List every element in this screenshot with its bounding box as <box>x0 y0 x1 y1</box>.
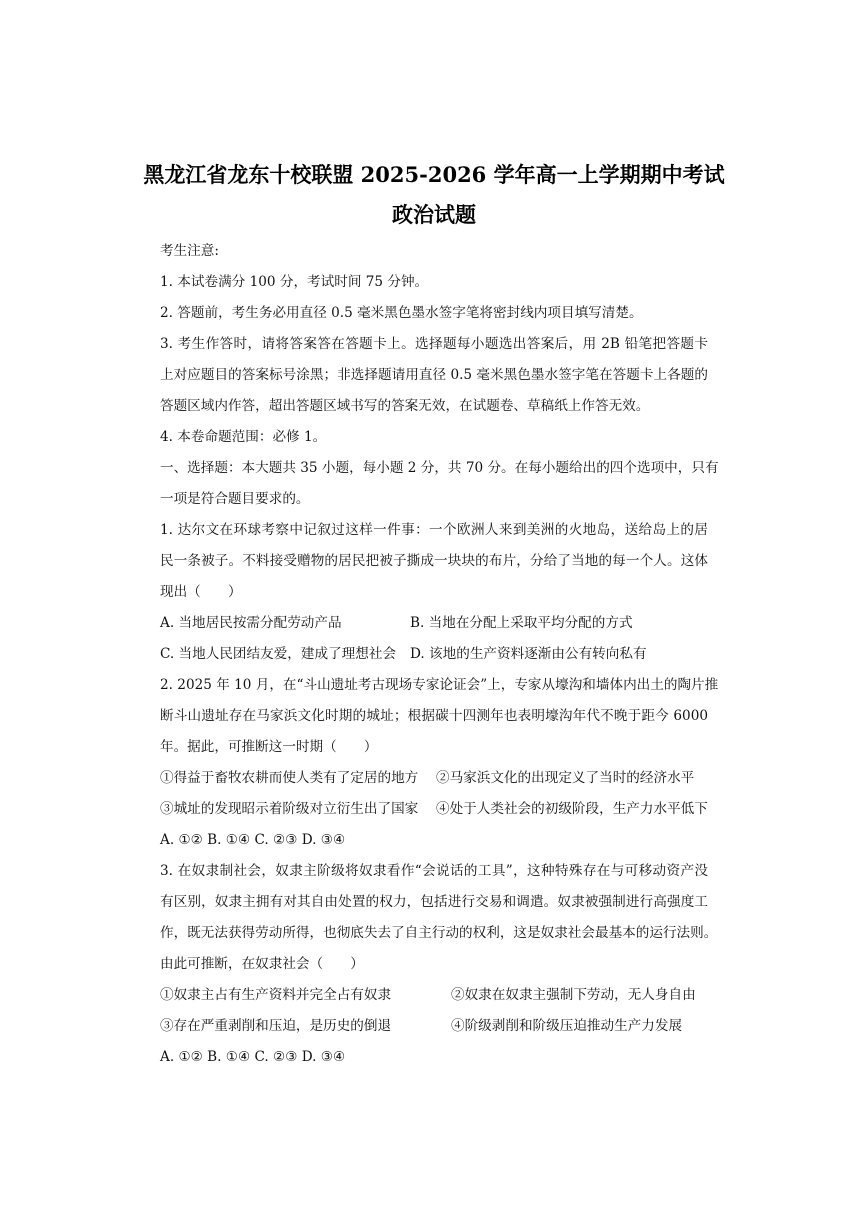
question-3-stem: 3. 在奴隶制社会，奴隶主阶级将奴隶看作“会说话的工具”，这种特殊存在与可移动资产没 <box>160 863 708 879</box>
question-2-statement-4: ④处于人类社会的初级阶段，生产力水平低下 <box>436 801 708 817</box>
notice-item: 2. 答题前，考生务必用直径 0.5 毫米黑色墨水签字笔将密封线内项目填写清楚。 <box>160 305 643 321</box>
notice-item-cont: 上对应题目的答案标号涂黑；非选择题请用直径 0.5 毫米黑色墨水签字笔在答题卡上各题的 <box>160 367 708 383</box>
question-3-answers: A. ①② B. ①④ C. ②③ D. ③④ <box>160 1049 346 1065</box>
question-2-stem: 2. 2025 年 10 月，在“斗山遗址考古现场专家论证会”上，专家从壕沟和墙体内出土的陶片推 <box>160 677 719 693</box>
notice-item: 3. 考生作答时，请将答案答在答题卡上。选择题每小题选出答案后，用 2B 铅笔把答题卡 <box>160 336 708 352</box>
question-3-statement-1: ①奴隶主占有生产资料并完全占有奴隶 <box>160 987 392 1003</box>
question-3-stem: 作，既无法获得劳动所得，也彻底失去了自主行动的权利，这是奴隶社会最基本的运行法则。 <box>160 925 718 941</box>
question-1-option-c: C. 当地人民团结友爱，建成了理想社会 <box>160 646 397 662</box>
question-1-stem: 现出（ ） <box>160 584 242 600</box>
question-1-stem: 1. 达尔文在环球考察中记叙过这样一件事：一个欧洲人来到美洲的火地岛，送给岛上的居 <box>160 522 708 538</box>
exam-title: 黑龙江省龙东十校联盟 2025-2026 学年高一上学期期中考试 <box>143 162 725 187</box>
question-1-option-d: D. 该地的生产资料逐渐由公有转向私有 <box>410 646 647 662</box>
notice-item-cont: 答题区域内作答，超出答题区域书写的答案无效，在试题卷、草稿纸上作答无效。 <box>160 398 650 414</box>
question-3-stem: 由此可推断，在奴隶社会（ ） <box>160 956 364 972</box>
question-3-statement-2: ②奴隶在奴隶主强制下劳动，无人身自由 <box>451 987 696 1003</box>
notice-item: 1. 本试卷满分 100 分，考试时间 75 分钟。 <box>160 274 429 290</box>
question-2-statement-2: ②马家浜文化的出现定义了当时的经济水平 <box>436 770 695 786</box>
question-2-stem: 年。据此，可推断这一时期（ ） <box>160 739 378 755</box>
question-1-option-b: B. 当地在分配上采取平均分配的方式 <box>410 615 633 631</box>
notice-item: 4. 本卷命题范围：必修 1。 <box>160 429 327 445</box>
section-heading-cont: 一项是符合题目要求的。 <box>160 491 310 507</box>
question-2-stem: 断斗山遗址存在马家浜文化时期的城址；根据碳十四测年也表明壕沟年代不晚于距今 6000 <box>160 708 708 724</box>
question-2-statement-1: ①得益于畜牧农耕而使人类有了定居的地方 <box>160 770 419 786</box>
question-2-answers: A. ①② B. ①④ C. ②③ D. ③④ <box>160 832 346 848</box>
question-2-statement-3: ③城址的发现昭示着阶级对立衍生出了国家 <box>160 801 419 817</box>
question-3-statement-4: ④阶级剥削和阶级压迫推动生产力发展 <box>451 1018 683 1034</box>
exam-subject: 政治试题 <box>392 202 476 227</box>
question-1-option-a: A. 当地居民按需分配劳动产品 <box>160 615 342 631</box>
question-3-stem: 有区别，奴隶主拥有对其自由处置的权力，包括进行交易和调遣。奴隶被强制进行高强度工 <box>160 894 708 910</box>
question-3-statement-3: ③存在严重剥削和压迫，是历史的倒退 <box>160 1018 392 1034</box>
section-heading: 一、选择题：本大题共 35 小题，每小题 2 分，共 70 分。在每小题给出的四个选项中，只有 <box>160 460 719 476</box>
notice-heading: 考生注意: <box>160 243 219 259</box>
question-1-stem: 民一条被子。不料接受赠物的居民把被子撕成一块块的布片，分给了当地的每一个人。这体 <box>160 553 708 569</box>
